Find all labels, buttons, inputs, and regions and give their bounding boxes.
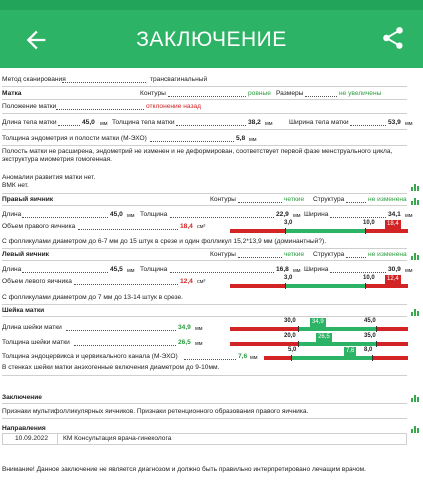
- uterus-width-value: 53,9: [388, 119, 401, 126]
- right-ovary-volume-unit: см³: [197, 224, 206, 230]
- uterus-position-label: Положение матки: [2, 103, 57, 110]
- endometrium-unit: мм: [249, 137, 257, 143]
- dotted-leader: [150, 141, 234, 142]
- cervix-canal-value: 7,6: [238, 353, 248, 360]
- dotted-leader: [350, 125, 386, 126]
- chart-icon[interactable]: [411, 425, 419, 433]
- left-ovary-volume-value: 12,4: [180, 278, 193, 285]
- uterus-thickness-value: 38,2: [248, 119, 261, 126]
- left-ovary-thickness-label: Толщина: [140, 266, 168, 273]
- divider: [2, 86, 407, 87]
- right-ovary-note: С фолликулами диаметром до 6-7 мм до 15 штук в срезе и один фолликул 15,2*13,9 мм (доминантный?).: [2, 238, 327, 245]
- cervix-canal-unit: мм: [250, 355, 258, 361]
- dotted-leader: [74, 284, 178, 285]
- right-ovary-volume-label: Объем правого яичника: [2, 223, 76, 230]
- left-ovary-contours-value: четкие: [284, 251, 305, 258]
- dotted-leader: [62, 82, 146, 83]
- warning-text: Внимание! Данное заключение не является диагнозом и должно быть правильно интерпретировано лечащим врачом.: [2, 466, 366, 473]
- cervix-length-gauge-low: 30,0: [284, 318, 296, 324]
- divider: [2, 418, 407, 419]
- report-content: [0, 68, 423, 500]
- referral-row[interactable]: [2, 433, 407, 445]
- referral-text: КМ Консультация врача-гинеколога: [63, 435, 172, 442]
- chart-icon[interactable]: [411, 197, 419, 205]
- dotted-leader: [346, 257, 366, 258]
- divider: [2, 99, 407, 100]
- left-ovary-width-label: Ширина: [304, 266, 329, 273]
- divider: [2, 113, 407, 114]
- right-ovary-width-unit: мм: [405, 213, 413, 219]
- cervix-length-gauge-high: 45,0: [364, 318, 376, 324]
- dotted-leader: [170, 272, 274, 273]
- right-ovary-length-unit: мм: [127, 213, 135, 219]
- dotted-leader: [184, 359, 236, 360]
- left-ovary-thickness-value: 16,8: [276, 266, 289, 273]
- anomalies-line2: ВМК нет.: [2, 182, 29, 189]
- cervix-canal-gauge-high: 8,0: [364, 347, 373, 353]
- left-ovary-structure-value: не изменена: [368, 251, 407, 258]
- left-ovary-length-label: Длина: [2, 266, 22, 273]
- uterus-width-unit: мм: [405, 121, 413, 127]
- scan-method-value: трансвагинальный: [150, 76, 208, 83]
- dotted-leader: [56, 109, 144, 110]
- cervix-canal-label: Толщина эндоцервикса и цервикального канала (М-ЭХО): [2, 353, 178, 360]
- chart-icon[interactable]: [411, 308, 419, 316]
- right-ovary-structure-value: не изменена: [368, 196, 407, 203]
- left-ovary-volume-label: Объем левого яичника: [2, 278, 72, 285]
- left-ovary-length-unit: мм: [127, 268, 135, 274]
- uterus-position-value: отклонение назад: [146, 103, 201, 110]
- right-ovary-gauge-marker: 18,4: [387, 221, 399, 227]
- chart-icon[interactable]: [411, 394, 419, 402]
- right-ovary-volume-value: 18,4: [180, 223, 193, 230]
- cervix-note: В стенках шейки матки анэхогенные включения диаметром до 9-10мм.: [2, 364, 220, 371]
- referrals-title: Направления: [2, 425, 46, 432]
- divider: [2, 205, 407, 206]
- right-ovary-title: Правый яичник: [2, 196, 54, 203]
- uterus-thickness-unit: мм: [265, 121, 273, 127]
- cervix-length-gauge-marker: 34,9: [312, 319, 324, 325]
- divider: [2, 316, 407, 317]
- dotted-leader: [22, 272, 108, 273]
- divider: [2, 403, 407, 404]
- left-ovary-gauge-high: 10,0: [363, 275, 375, 281]
- left-ovary-width-unit: мм: [405, 268, 413, 274]
- dotted-leader: [330, 217, 386, 218]
- right-ovary-contours-label: Контуры: [210, 196, 236, 203]
- divider: [2, 375, 407, 376]
- dotted-leader: [305, 96, 337, 97]
- right-ovary-thickness-unit: мм: [293, 213, 301, 219]
- conclusion-title: Заключение: [2, 394, 42, 401]
- divider: [2, 260, 407, 261]
- uterus-note-line1: Полость матки не расширена, эндометрий не изменен и не деформирован, соответствует первой фазе менструального цикла,: [2, 148, 393, 155]
- dotted-leader: [168, 96, 246, 97]
- left-ovary-note: С фолликулами диаметром до 7 мм до 13-14 штук в срезе.: [2, 294, 183, 301]
- endometrium-label: Толщина эндометрия и полости матки (М-ЭХО): [2, 135, 147, 142]
- uterus-width-label: Ширина тела матки: [289, 119, 349, 126]
- left-ovary-thickness-unit: мм: [293, 268, 301, 274]
- right-ovary-length-label: Длина: [2, 211, 22, 218]
- chart-icon[interactable]: [411, 183, 419, 191]
- dotted-leader: [22, 217, 108, 218]
- left-ovary-title: Левый яичник: [2, 251, 49, 258]
- share-icon[interactable]: [380, 24, 406, 52]
- dotted-leader: [78, 229, 178, 230]
- dotted-leader: [66, 330, 176, 331]
- cervix-canal-gauge-marker: 7,6: [346, 348, 355, 354]
- left-ovary-volume-unit: см³: [197, 279, 206, 285]
- cervix-title: Шейка матки: [2, 307, 45, 314]
- anomalies-line1: Аномалии развития матки нет.: [2, 174, 96, 181]
- dotted-leader: [170, 217, 274, 218]
- cervix-thickness-value: 26,5: [178, 339, 191, 346]
- right-ovary-length-value: 45,0: [110, 211, 123, 218]
- uterus-title: Матка: [2, 90, 22, 97]
- cervix-canal-gauge-low: 5,0: [288, 347, 297, 353]
- chart-icon[interactable]: [411, 252, 419, 260]
- uterus-length-value: 45,0: [82, 119, 95, 126]
- left-ovary-contours-label: Контуры: [210, 251, 236, 258]
- uterus-contours-value: ровные: [248, 90, 271, 97]
- left-ovary-width-value: 30,9: [388, 266, 401, 273]
- dotted-leader: [238, 257, 282, 258]
- endometrium-value: 5,8: [236, 135, 246, 142]
- uterus-size-value: не увеличены: [339, 90, 382, 97]
- app-bar: [0, 10, 423, 68]
- right-ovary-width-label: Ширина: [304, 211, 329, 218]
- right-ovary-width-value: 34,1: [388, 211, 401, 218]
- left-ovary-structure-label: Структура: [313, 251, 345, 258]
- conclusion-text: Признаки мультифолликулярных яичников. Признаки ретенционного образования правого яичника.: [2, 408, 309, 415]
- dotted-leader: [74, 345, 176, 346]
- left-ovary-gauge-marker: 12,4: [387, 276, 399, 282]
- divider: [2, 248, 407, 249]
- left-ovary-gauge-low: 3,0: [284, 275, 293, 281]
- divider: [2, 304, 407, 305]
- dotted-leader: [176, 125, 246, 126]
- dotted-leader: [330, 272, 386, 273]
- right-ovary-gauge-high: 10,0: [363, 220, 375, 226]
- right-ovary-structure-label: Структура: [313, 196, 345, 203]
- divider: [2, 145, 407, 146]
- cervix-length-label: Длина шейки матки: [2, 324, 62, 331]
- uterus-length-unit: мм: [100, 121, 108, 127]
- dotted-leader: [238, 202, 282, 203]
- cervix-length-value: 34,9: [178, 324, 191, 331]
- cervix-length-unit: мм: [195, 326, 203, 332]
- left-ovary-length-value: 45,5: [110, 266, 123, 273]
- right-ovary-thickness-value: 22,9: [276, 211, 289, 218]
- right-ovary-thickness-label: Толщина: [140, 211, 168, 218]
- referral-date: 10.09.2022: [15, 435, 49, 442]
- cervix-thickness-gauge-low: 20,0: [284, 333, 296, 339]
- uterus-contours-label: Контуры: [140, 90, 166, 97]
- divider: [2, 193, 407, 194]
- right-ovary-contours-value: четкие: [284, 196, 305, 203]
- divider: [2, 129, 407, 130]
- uterus-size-label: Размеры: [276, 90, 304, 97]
- cervix-thickness-unit: мм: [195, 341, 203, 347]
- scan-method-label: Метод сканирования: [2, 76, 66, 83]
- cervix-thickness-label: Толщина шейки матки: [2, 339, 70, 346]
- dotted-leader: [346, 202, 366, 203]
- uterus-length-label: Длина тела матки: [2, 119, 57, 126]
- uterus-note-line2: экструктура миометрия гомогенная.: [2, 156, 113, 163]
- cervix-thickness-gauge-high: 35,0: [364, 333, 376, 339]
- page-title: ЗАКЛЮЧЕНИЕ: [136, 28, 287, 51]
- status-bar: [0, 0, 423, 10]
- cervix-thickness-gauge-marker: 26,5: [318, 334, 330, 340]
- dotted-leader: [58, 125, 80, 126]
- uterus-thickness-label: Толщина тела матки: [112, 119, 175, 126]
- right-ovary-gauge-low: 3,0: [284, 220, 293, 226]
